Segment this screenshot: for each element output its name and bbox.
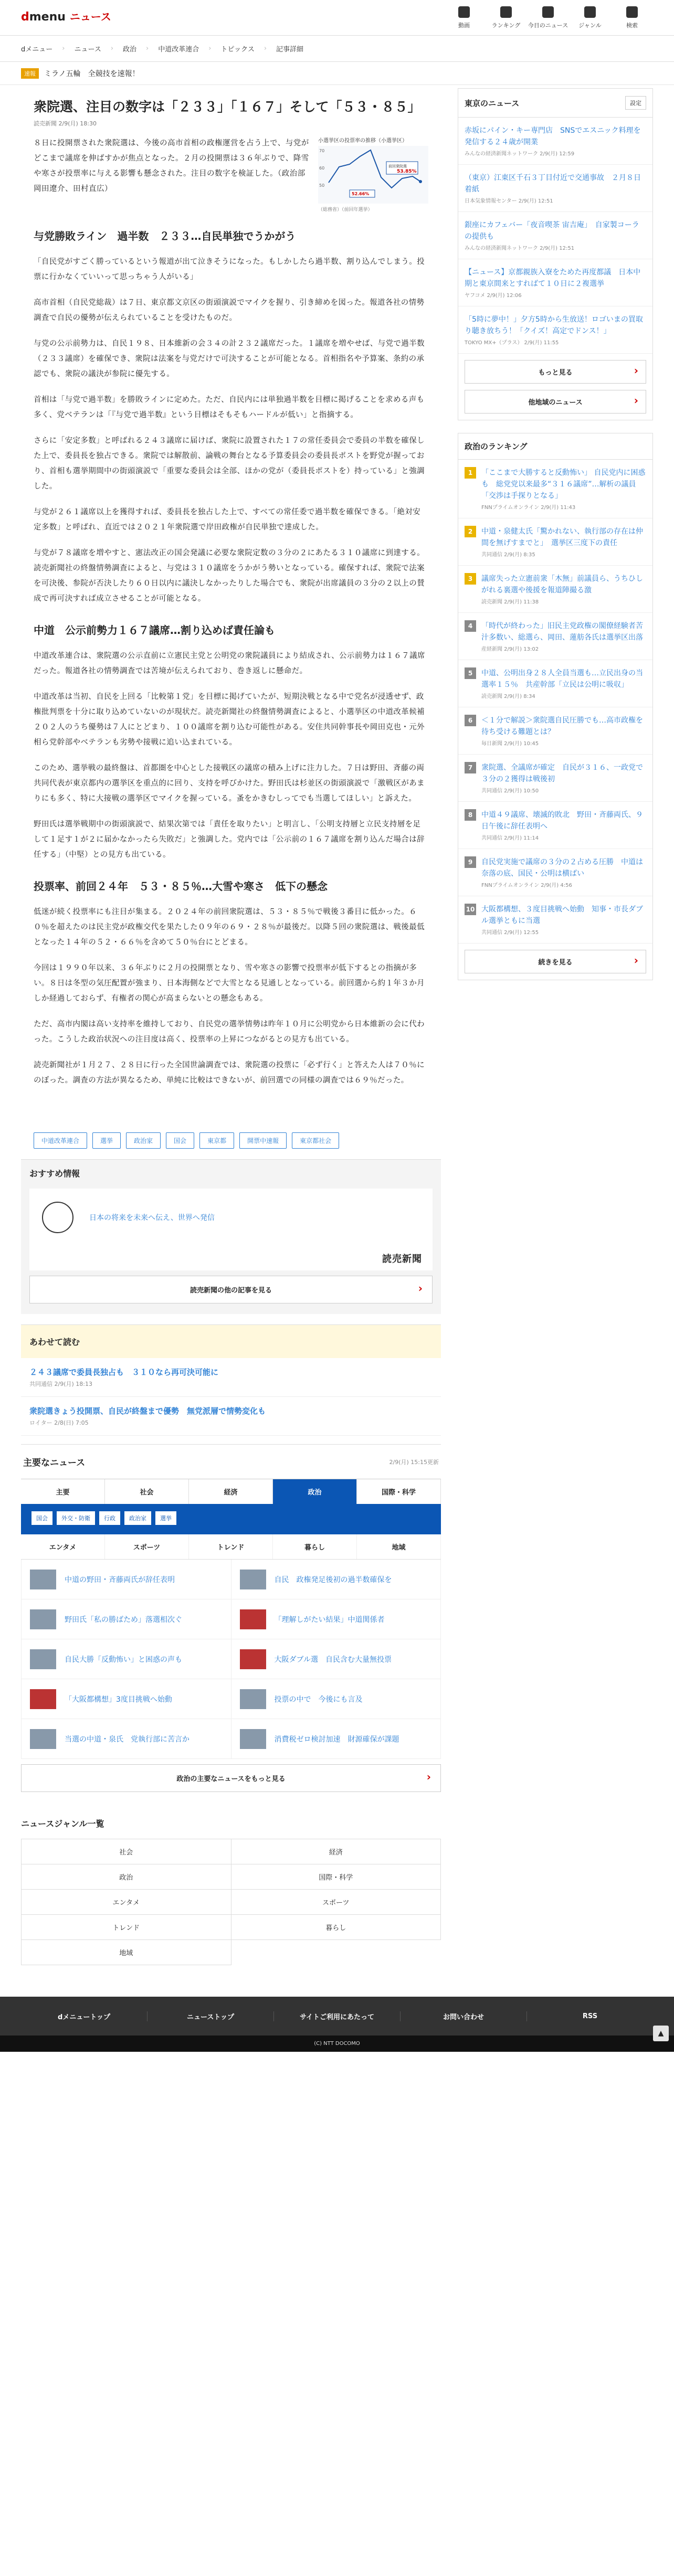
tag[interactable]: 東京都 [199,1132,234,1149]
recommend-text: 日本の将来を未来へ伝え、世界へ発信 [89,1214,215,1222]
paragraph: 高市首相（自民党総裁）は７日、東京都文京区の街頭演説でマイクを握り、引き締めを図った。報道各社の情勢調査で自民の優勢が伝えられていることを受けたものだ。 [34,299,425,322]
thumbnail [240,1649,266,1669]
rank-source: 毎日新聞 2/9(月) 10:45 [481,741,539,747]
callout-value: 53.85% [397,169,417,174]
news-link[interactable]: 中道の野田・斉藤両氏が辞任表明 [65,1575,175,1584]
thumbnail [30,1689,56,1709]
nav-ranking[interactable]: ランキング [485,4,527,29]
genre-item[interactable]: トレンド [22,1915,231,1940]
article-meta: 読売新聞 2/9(月) 18:30 [34,120,97,127]
list-item[interactable] [458,259,652,306]
paragraph: 野田氏は選挙戦期中の街頭演説で、結果次第では「責任を取りたい」と明言し、「公明支持層と立民支持層を足して１足す１が２に届かなかったら失敗だ」と強調した。党内では「公示前の１６７議席を割り込んだ場合は辞任する」（中堅）との見方も出ている。 [34,820,425,859]
crumb-cdp[interactable]: 中道改革連合 [158,46,199,54]
nav-today[interactable]: 今日のニュース [527,4,569,29]
list-item[interactable] [21,1397,441,1436]
genre-item[interactable]: スポーツ [231,1890,441,1915]
genre-list [21,1811,441,1965]
rank-link[interactable]: 議席失った立憲前衆「木無」前議員ら、うちひしがれる裏選や後援を報道陣撮る激 [481,575,643,595]
side-source: みんなの経済新聞ネットワーク 2/9(月) 12:51 [465,246,575,251]
ytick-50: 50 [319,183,325,188]
rank-source: 共同通信 2/9(月) 11:14 [481,835,539,841]
paragraph: 首相は「与党で過半数」を勝敗ラインに定めた。ただ、自民内には単独過半数を目標に掲げることを求める声も多く、党ベテランは「『与党で過半数』という目標はそもそもハードルが低い」と指摘する。 [34,396,425,419]
publisher-brand: 読売新聞 [29,1246,433,1270]
news-link[interactable]: 大阪ダブル選 自民含む大量無投票 [274,1655,392,1664]
article-lead: ８日に投開票された衆院選は、今後の高市首相の政権運営を占う上で、与党がどこまで議席を伸ばすかが焦点となった。２月の投開票は３６年ぶりで、降雪や寒さが投票率に与える影響も懸念された。注目の数字を検証した。（政治部 岡田遼介、田村直広） [34,139,313,193]
subtag[interactable]: 政治家 [124,1511,151,1525]
ticker-text: ミラノ五輪 全競技を速報！ [44,69,140,78]
tag[interactable]: 開票中速報 [239,1132,287,1149]
top-news [21,1444,441,1792]
tab-international[interactable]: 国際・科学 [357,1479,441,1504]
rank-number: 6 [465,715,476,726]
list-item[interactable] [458,165,652,212]
settings-button[interactable]: 設定 [625,96,646,110]
more-button[interactable]: もっと見る › [465,360,646,384]
tokyo-news [458,88,653,420]
other-region-button[interactable]: 他地域のニュース › [465,390,646,414]
ranking-item[interactable] [458,755,652,802]
rank-link[interactable]: 「時代が終わった」旧民主党政権の閣僚経験者苦汁多数い、総選ら、岡田、蓮舫各氏は選挙区出落 [481,622,643,642]
related-link[interactable]: 衆院選きょう投開票、自民が終盤まで優勢 無党派層で情勢変化も [29,1406,266,1416]
tag[interactable]: 中道改革連合 [34,1132,87,1149]
paragraph: 中道改革連合は、衆院選の公示直前に立憲民主党と公明党の衆院議員により結成され、公示前勢力は１６７議席だった。報道各社の情勢調査では苦境が伝えられており、巻き返しに懸命だ。 [34,652,425,675]
rank-link[interactable]: ＜１分で解説＞衆院選自民圧勝でも…高市政権を待ち受ける難題とは？ [481,716,643,736]
news-link[interactable]: 「理解しがたい結果」中道関係者 [274,1615,385,1624]
sidebar [458,85,653,1965]
rank-source: 共同通信 2/9(月) 8:35 [481,552,535,558]
recommend-card[interactable] [29,1189,433,1246]
rank-number: 1 [465,467,476,479]
subtag[interactable]: 国会 [31,1511,52,1525]
ranking-item[interactable] [458,660,652,707]
paragraph: 低迷が続く投票率にも注目が集まる。２０２４年の前回衆院選は、５３・８５％で戦後３番目に低かった。６０％を超えたのは民主党が政権交代を果たした０９年の６９・２８％が最後だ。以降５回の衆院選は、戦後最低となった１４年の５２・６６％を含めて５０％台にとどまる。 [34,908,425,947]
related-articles [21,1324,441,1436]
paragraph: 与党が７８議席を増やすと、憲法改正の国会発議に必要な衆院定数の３分の２にあたる３１０議席に到達する。読売新聞社の終盤情勢調査によると、与党は３１０議席をうかがう勢いとなっている。確保すれば、衆院で法案を可決後、参院が否決したり６０日以内に議決しなかったりした場合でも、衆院が出席議員の３分の２以上の賛成で再可決すれば成立させることが可能となる。 [34,549,425,603]
scroll-top-icon[interactable]: ▲ [653,2026,669,2041]
nav-video[interactable]: 動画 [443,4,485,29]
video-icon [458,6,470,18]
paragraph: 中道改革は当初、自民を上回る「比較第１党」を目標に掲げていたが、短期決戦となる中で党名が浸透せず、政権批判票を十分に取り込めていないのが現状だ。読売新聞社の終盤情勢調査によると、小選挙区の中道改革候補２０２人のうち優勢は７人にとどまり、１００議席を割り込む可能性がある。安住共同幹事長や岡田克也・元外相ら党幹部やベテランも劣勢や接戦に追い込まれている。 [34,693,425,747]
list-item[interactable] [21,1358,441,1397]
footer-link[interactable]: ニューストップ [148,2011,274,2021]
side-source: ヤフコメ 2/9(月) 12:06 [465,293,522,299]
tag[interactable]: 政治家 [126,1132,161,1149]
recommend-title: おすすめ情報 [29,1169,80,1179]
thumbnail [30,1570,56,1589]
tab-society[interactable]: 社会 [105,1479,189,1504]
paragraph: 今回は１９９０年以来、３６年ぶりに２月の投開票となり、雪や寒さの影響で投票率が低下するとの指摘が多い。８日は冬型の気圧配置が強まり、日本海側などで大雪となる見通しとなっている。前回選から約１年３か月しか経過しておらず、有権者の関心が高まらないとの懸念もある。 [34,964,425,1003]
rank-number: 9 [465,856,476,868]
genre-item[interactable]: 国際・科学 [231,1864,441,1890]
side-link[interactable]: 赤坂にパイン・キー専門店 SNSでエスニック料理を発信する２４歳が開業 [465,126,641,146]
breaking-ticker[interactable] [0,62,674,85]
paragraph: 読売新聞社が１月２７、２８日に行った全国世論調査では、衆院選の投票に「必ず行く」と答えた人は７０％にのぼった。調査の方法が異なるため、単純に比較はできないが、前回選での同様の調査では６９％だった。 [34,1061,425,1085]
news-link[interactable]: 「大阪都構想」3度目挑戦へ始動 [65,1695,172,1704]
side-link[interactable]: 【ニュース】京都親族入寮をためた再度都議 日本中期と東京間来とすればて１０日に２複選挙 [465,268,641,288]
grid-icon [584,6,596,18]
news-card[interactable] [231,1719,441,1759]
rank-link[interactable]: 中道、公明出身２８人全員当選も…立民出身の当選率１５％ 共産幹部「立民は公明に吸収」 [481,669,643,689]
figure-title: 小選挙区の投票率の推移（小選挙区） [318,138,407,144]
rank-number: 8 [465,809,476,821]
breaking-badge: 速報 [21,68,39,79]
ranking-item[interactable] [458,896,652,944]
tab-trend[interactable]: トレンド [189,1534,273,1559]
ytick-70: 70 [319,149,325,153]
crumb-topics[interactable]: トピックス [220,46,255,54]
category-tabs [21,1479,441,1504]
header [0,0,674,36]
category-tabs-2 [21,1534,441,1560]
figure-caption: （総務省）（前回年選挙） [318,207,373,213]
rank-source: 読売新聞 2/9(月) 11:38 [481,599,539,605]
calendar-icon [542,6,554,18]
news-card[interactable] [22,1639,231,1679]
ranking-title: 政治のランキング [465,442,528,451]
side-link[interactable]: 銀座にカフェバー「夜音喫茶 宙吉庵」 自家製コーラの提供も [465,221,639,241]
rank-source: 産経新聞 2/9(月) 13:02 [481,646,539,652]
list-item[interactable] [458,212,652,259]
related-link[interactable]: ２４３議席で委員長独占も ３１０なら再可決可能に [29,1367,219,1377]
tab-economy[interactable]: 経済 [189,1479,273,1504]
ranking-item[interactable] [458,566,652,613]
subtag[interactable]: 行政 [99,1511,120,1525]
paragraph: ただ、高市内閣は高い支持率を維持しており、自民党の選挙情勢は昨年１０月に公明党から日本維新の会に代わった。こうした政治状況への注目度は高く、投票率の上昇につながるとの見方も出ている。 [34,1020,425,1044]
news-link[interactable]: 投票の中で 今後にも言及 [274,1695,363,1704]
thumbnail [240,1729,266,1749]
rank-link[interactable]: 自民党実施で議席の３分の２占める圧勝 中道は奈落の底、国民・公明は横ばい [481,858,643,878]
side-source: TOKYO MX+（プラス） 2/9(月) 11:55 [465,340,559,346]
rank-source: FNNプライムオンライン 2/9(月) 11:43 [481,505,576,511]
ranking-icon [500,6,512,18]
rank-link[interactable]: 「ここまで大勝すると反動怖い」 自民党内に困惑も 総党党以来最多“３１６議席”…解析の議員「交渉は手探りとなる」 [481,469,646,500]
news-link[interactable]: 当選の中道・泉氏 党執行部に苦言か [65,1735,189,1744]
turnout-chart [318,146,428,204]
thumbnail [30,1729,56,1749]
rank-source: FNNプライムオンライン 2/9(月) 4:56 [481,883,572,888]
news-link[interactable]: 消費税ゼロ検討加速 財源確保が課題 [274,1735,399,1744]
news-card[interactable] [231,1599,441,1639]
news-card[interactable] [231,1560,441,1599]
genre-title: ニュースジャンル一覧 [21,1819,104,1829]
tag[interactable]: 東京都社会 [292,1132,339,1149]
crumb-dmenu[interactable]: dメニュー [21,46,53,54]
ranking-item[interactable] [458,707,652,755]
rank-link[interactable]: 衆院選、全議席が確定 自民が３１６、一政党で３分の２獲得は戦後初 [481,764,643,783]
paragraph: 与党の公示前勢力は、自民１９８、日本維新の会３４の計２３２議席だった。１議席を増やせば、与党で過半数（２３３議席）を確保でき、衆院は法案を与党だけで可決することが可能となる。首相指名や予算案、条約の承認でも、衆院の議決が参院に優先する。 [34,340,425,378]
side-source: みんなの経済新聞ネットワーク 2/9(月) 12:59 [465,151,575,157]
rank-source: 共同通信 2/9(月) 12:55 [481,930,539,936]
rank-source: 読売新聞 2/9(月) 8:34 [481,694,535,699]
rank-source: 共同通信 2/9(月) 10:50 [481,788,539,794]
news-grid [21,1560,441,1759]
copyright: (C) NTT DOCOMO [0,2036,674,2052]
rank-number: 3 [465,573,476,585]
yomiuri-logo-icon [42,1202,73,1233]
section-heading-2: 中道 公示前勢力１６７議席…割り込めば責任論も [34,624,275,637]
section-heading-1: 与党勝敗ライン 過半数 ２３３…自民単独でうかがう [34,230,296,242]
callout-low: 52.66% [352,192,370,196]
thumbnail [240,1609,266,1629]
top-news-title: 主要なニュース [23,1458,86,1468]
top-news-time: 2/9(月) 15:15更新 [389,1458,439,1466]
related-source: ロイター 2/8(日) 7:05 [29,1419,89,1426]
related-title: あわせて読む [29,1337,80,1347]
footer-link[interactable]: dメニュートップ [21,2011,148,2021]
site-logo[interactable]: dmenu ニュース [21,10,111,24]
tab-sports[interactable]: スポーツ [105,1534,189,1559]
news-card[interactable] [22,1719,231,1759]
subtag[interactable]: 外交・防衛 [57,1511,95,1525]
subtag[interactable]: 選挙 [155,1511,176,1525]
thumbnail [30,1609,56,1629]
politics-ranking [458,433,653,980]
thumbnail [240,1570,266,1589]
ytick-60: 60 [319,166,325,171]
footer [0,1997,674,2036]
point-latest [419,180,422,183]
side-source: 日本気象情報センター 2/9(月) 12:51 [465,198,553,204]
paragraph: このため、選挙戦の最終盤は、首都圏を中心とした接戦区の議席の積み上げに注力した。７日は野田、斉藤の両共同代表が東京都内の選挙区を重点的に回り、支持を呼びかけた。野田氏は杉並区の街頭演説で「激戦区があまりにも多く、特に大接戦の選挙区でマイクを握っている。蚤をかきむしってでも当選してほしい」と訴えた。 [34,764,425,803]
crumb-politics[interactable]: 政治 [123,46,137,54]
side-link[interactable]: 「5時に夢中！」夕方5時から生放送！ロゴいまの買取り聴き放ちう！「クイズ！高定でドンス！」 [465,315,643,335]
crumb-article: 記事詳細 [276,46,304,54]
tab-region[interactable]: 地域 [357,1534,441,1559]
footer-link[interactable]: お問い合わせ [401,2011,527,2021]
article-tags [21,1132,441,1149]
more-publisher-button[interactable]: 読売新聞の他の記事を見る › [29,1276,433,1303]
section-heading-3: 投票率、前回２４年 ５３・８５％…大雪や寒さ 低下の懸念 [34,880,328,893]
rank-number: 7 [465,762,476,773]
rank-number: 5 [465,667,476,679]
nav-search[interactable]: 検索 [611,4,653,29]
ranking-item[interactable] [458,849,652,896]
turnout-figure[interactable] [318,136,428,213]
news-card[interactable] [231,1639,441,1679]
ranking-item[interactable] [458,613,652,660]
paragraph: さらに「安定多数」と呼ばれる２４３議席に届けば、衆院に設置された１７の常任委員会で委員の半数を確保した上で、委員長を独占できる。衆院では解散前、論戦の舞台となる予算委員会の委員長ポストを野党が握っており、首相も選挙期間中の街頭演説で「重要な委員会は全部、ほかの党が（委員長ポストを）持っている」と強調した。 [34,437,425,491]
nav-genre[interactable]: ジャンル [569,4,611,29]
list-item[interactable] [458,118,652,165]
news-card[interactable] [22,1679,231,1719]
news-link[interactable]: 自民大勝「反動怖い」と困惑の声も [65,1655,182,1664]
tab-entertainment[interactable]: エンタメ [21,1534,105,1559]
tokyo-title: 東京のニュース [465,98,520,108]
crumb-news[interactable]: ニュース [74,46,101,54]
rank-link[interactable]: 中道・泉健太氏「驚かれない、執行部の存在は仲間を無げすまでと」 選挙区三度下の責任 [481,527,643,547]
ranking-more-button[interactable]: 続きを見る › [465,950,646,973]
tag[interactable]: 選挙 [92,1132,121,1149]
more-politics-button[interactable]: 政治の主要なニュースをもっと見る › [21,1764,441,1792]
news-link[interactable]: 野田氏「私の勝ばため」落選相次ぐ [65,1615,182,1624]
list-item[interactable] [458,306,652,354]
tab-politics[interactable]: 政治 [273,1479,357,1504]
header-nav [443,4,653,29]
article [21,98,441,1111]
genre-item[interactable]: エンタメ [22,1890,231,1915]
ranking-item[interactable] [458,802,652,849]
callout-label: 前回衆院選 [388,164,407,168]
side-link[interactable]: （東京）江東区千石３丁目付近で交通事故 ２月８日着紙 [465,174,641,194]
tag[interactable]: 国会 [166,1132,194,1149]
footer-link[interactable]: サイトご利用にあたって [274,2011,401,2021]
genre-item[interactable]: 暮らし [231,1915,441,1940]
paragraph: 与党が２６１議席以上を獲得すれば、委員長を独占した上で、すべての常任委で過半数を確保できる。「絶対安定多数」と呼ばれ、直近では２０２１年衆院選で岸田政権が自民単独で達成した。 [34,508,421,532]
news-card[interactable] [22,1599,231,1639]
article-title: 衆院選、注目の数字は「２３３」「１６７」そして「５３・８５」 [34,99,421,114]
tab-life[interactable]: 暮らし [273,1534,357,1559]
breadcrumb: dメニュー › ニュース › 政治 › 中道改革連合 › トピックス › 記事詳細 [0,36,674,62]
genre-item[interactable]: 地域 [22,1940,231,1965]
genre-item[interactable]: 社会 [22,1839,231,1864]
news-link[interactable]: 自民 政権発足後初の過半数確保を [274,1575,392,1584]
paragraph: 「自民党がすごく勝っているという報道が出て泣きそうになった。もしかしたら過半数、割り込んでしまう。投票に行かなくていいって思っちゃう人がいる」 [34,258,425,281]
thumbnail [240,1689,266,1709]
rank-link[interactable]: 中道４９議席、壊滅的敗北 野田・斉藤両氏、９日午後に辞任表明へ [481,811,643,831]
related-source: 共同通信 2/9(月) 18:13 [29,1381,92,1387]
search-icon [626,6,638,18]
footer-link[interactable]: RSS [582,2012,598,2020]
subcategory-tags [21,1504,441,1534]
recommend-section [21,1159,441,1314]
genre-item[interactable]: 経済 [231,1839,441,1864]
tab-main[interactable]: 主要 [21,1479,105,1504]
rank-link[interactable]: 大阪都構想、３度目挑戦へ始動 知事・市長ダブル選挙ともに当選 [481,905,643,925]
genre-item[interactable]: 政治 [22,1864,231,1890]
rank-number: 10 [465,904,476,915]
ranking-item[interactable] [458,518,652,566]
news-card[interactable] [22,1560,231,1599]
rank-number: 4 [465,620,476,632]
thumbnail [30,1649,56,1669]
rank-number: 2 [465,526,476,537]
news-card[interactable] [231,1679,441,1719]
ranking-item[interactable] [458,460,652,518]
